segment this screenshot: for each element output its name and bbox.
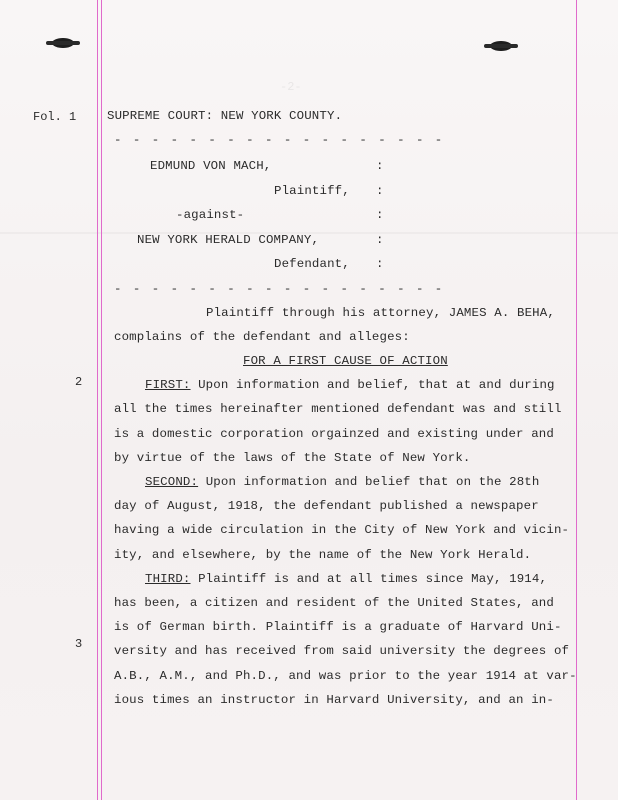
intro-line-2: complains of the defendant and alleges: [114,330,410,344]
second-paragraph-line-2: day of August, 1918, the defendant published a newspaper [114,499,539,513]
defendant-label: Defendant, [274,257,350,271]
left-margin-line [97,0,98,800]
third-paragraph-line-3: is of German birth. Plaintiff is a graduate of Harvard Uni- [114,620,562,634]
caption-colon: : [376,257,384,271]
third-label: THIRD: [145,572,191,586]
third-paragraph-line-2: has been, a citizen and resident of the United States, and [114,596,554,610]
caption-dashes-bottom: - - - - - - - - - - - - - - - - - - [114,282,445,296]
second-line-1-text: Upon information and belief that on the 28th [198,475,540,489]
first-paragraph-line-2: all the times hereinafter mentioned defendant was and still [114,402,562,416]
caption-colon: : [376,208,384,222]
defendant-name: NEW YORK HERALD COMPANY, [137,233,320,247]
folio-3: 3 [75,637,83,651]
plaintiff-name: EDMUND VON MACH, [150,159,272,173]
third-paragraph-line-6: ious times an instructor in Harvard University, and an in- [114,693,554,707]
folio-1: Fol. 1 [33,110,77,124]
third-paragraph-line-4: versity and has received from said university the degrees of [114,644,570,658]
third-paragraph-line-5: A.B., A.M., and Ph.D., and was prior to the year 1914 at var- [114,669,577,683]
punch-hole-right [490,41,512,51]
first-paragraph-line-1 [145,378,555,392]
first-label: FIRST: [145,378,191,392]
second-paragraph-line-4: ity, and elsewhere, by the name of the New York Herald. [114,548,532,562]
first-paragraph-line-4: by virtue of the laws of the State of New York. [114,451,471,465]
caption-colon: : [376,159,384,173]
court-title: SUPREME COURT: NEW YORK COUNTY. [107,109,343,123]
caption-colon: : [376,233,384,247]
first-line-1-text: Upon information and belief, that at and during [190,378,555,392]
page-number: -2- [280,80,302,94]
caption-colon: : [376,184,384,198]
second-label: SECOND: [145,475,199,489]
folio-2: 2 [75,375,83,389]
cause-of-action-heading: FOR A FIRST CAUSE OF ACTION [243,354,448,368]
second-paragraph-line-1 [145,475,539,489]
third-line-1-text: Plaintiff is and at all times since May, 1914, [190,572,548,586]
left-margin-line-2 [101,0,102,800]
caption-dashes-top: - - - - - - - - - - - - - - - - - - [114,133,445,147]
intro-line-1: Plaintiff through his attorney, JAMES A. BEHA, [206,306,555,320]
second-paragraph-line-3: having a wide circulation in the City of New York and vicin- [114,523,570,537]
third-paragraph-line-1 [145,572,547,586]
plaintiff-label: Plaintiff, [274,184,350,198]
first-paragraph-line-3: is a domestic corporation orgainzed and existing under and [114,427,554,441]
against-label: -against- [176,208,245,222]
punch-hole-left [52,38,74,48]
